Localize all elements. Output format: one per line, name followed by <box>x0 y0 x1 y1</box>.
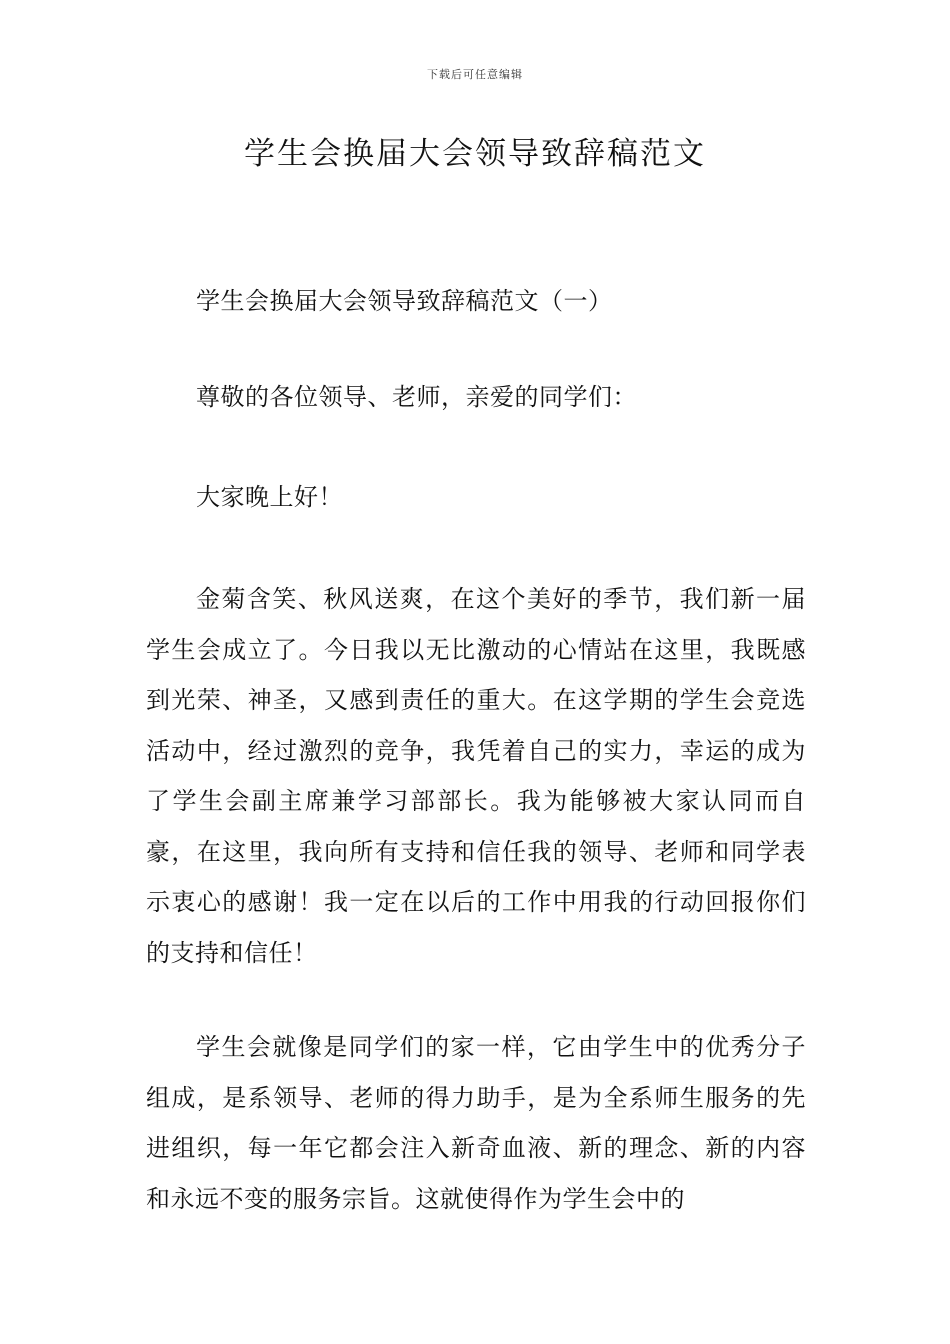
section-subtitle: 学生会换届大会领导致辞稿范文（一） <box>196 287 613 315</box>
document-title: 学生会换届大会领导致辞稿范文 <box>244 136 706 172</box>
body-paragraph-2: 学生会就像是同学们的家一样，它由学生中的优秀分子组成，是系领导、老师的得力助手，是为全系师生服务的先进组织，每一年它都会注入新奇血液、新的理念、新的内容和永远不变的服务宗旨。这就使得作为学生会中的 <box>146 1033 806 1213</box>
body-paragraph-1: 金菊含笑、秋风送爽，在这个美好的季节，我们新一届学生会成立了。今日我以无比激动的心情站在这里，我既感到光荣、神圣，又感到责任的重大。在这学期的学生会竞选活动中，经过激烈的竞争，我凭着自己的实力，幸运的成为了学生会副主席兼学习部部长。我为能够被大家认同而自豪，在这里，我向所有支持和信任我的领导、老师和同学表示衷心的感谢！我一定在以后的工作中用我的行动回报你们的支持和信任！ <box>146 585 806 967</box>
salutation: 尊敬的各位领导、老师，亲爱的同学们： <box>196 383 637 411</box>
greeting: 大家晚上好！ <box>196 483 343 511</box>
header-note: 下载后可任意编辑 <box>427 68 523 81</box>
